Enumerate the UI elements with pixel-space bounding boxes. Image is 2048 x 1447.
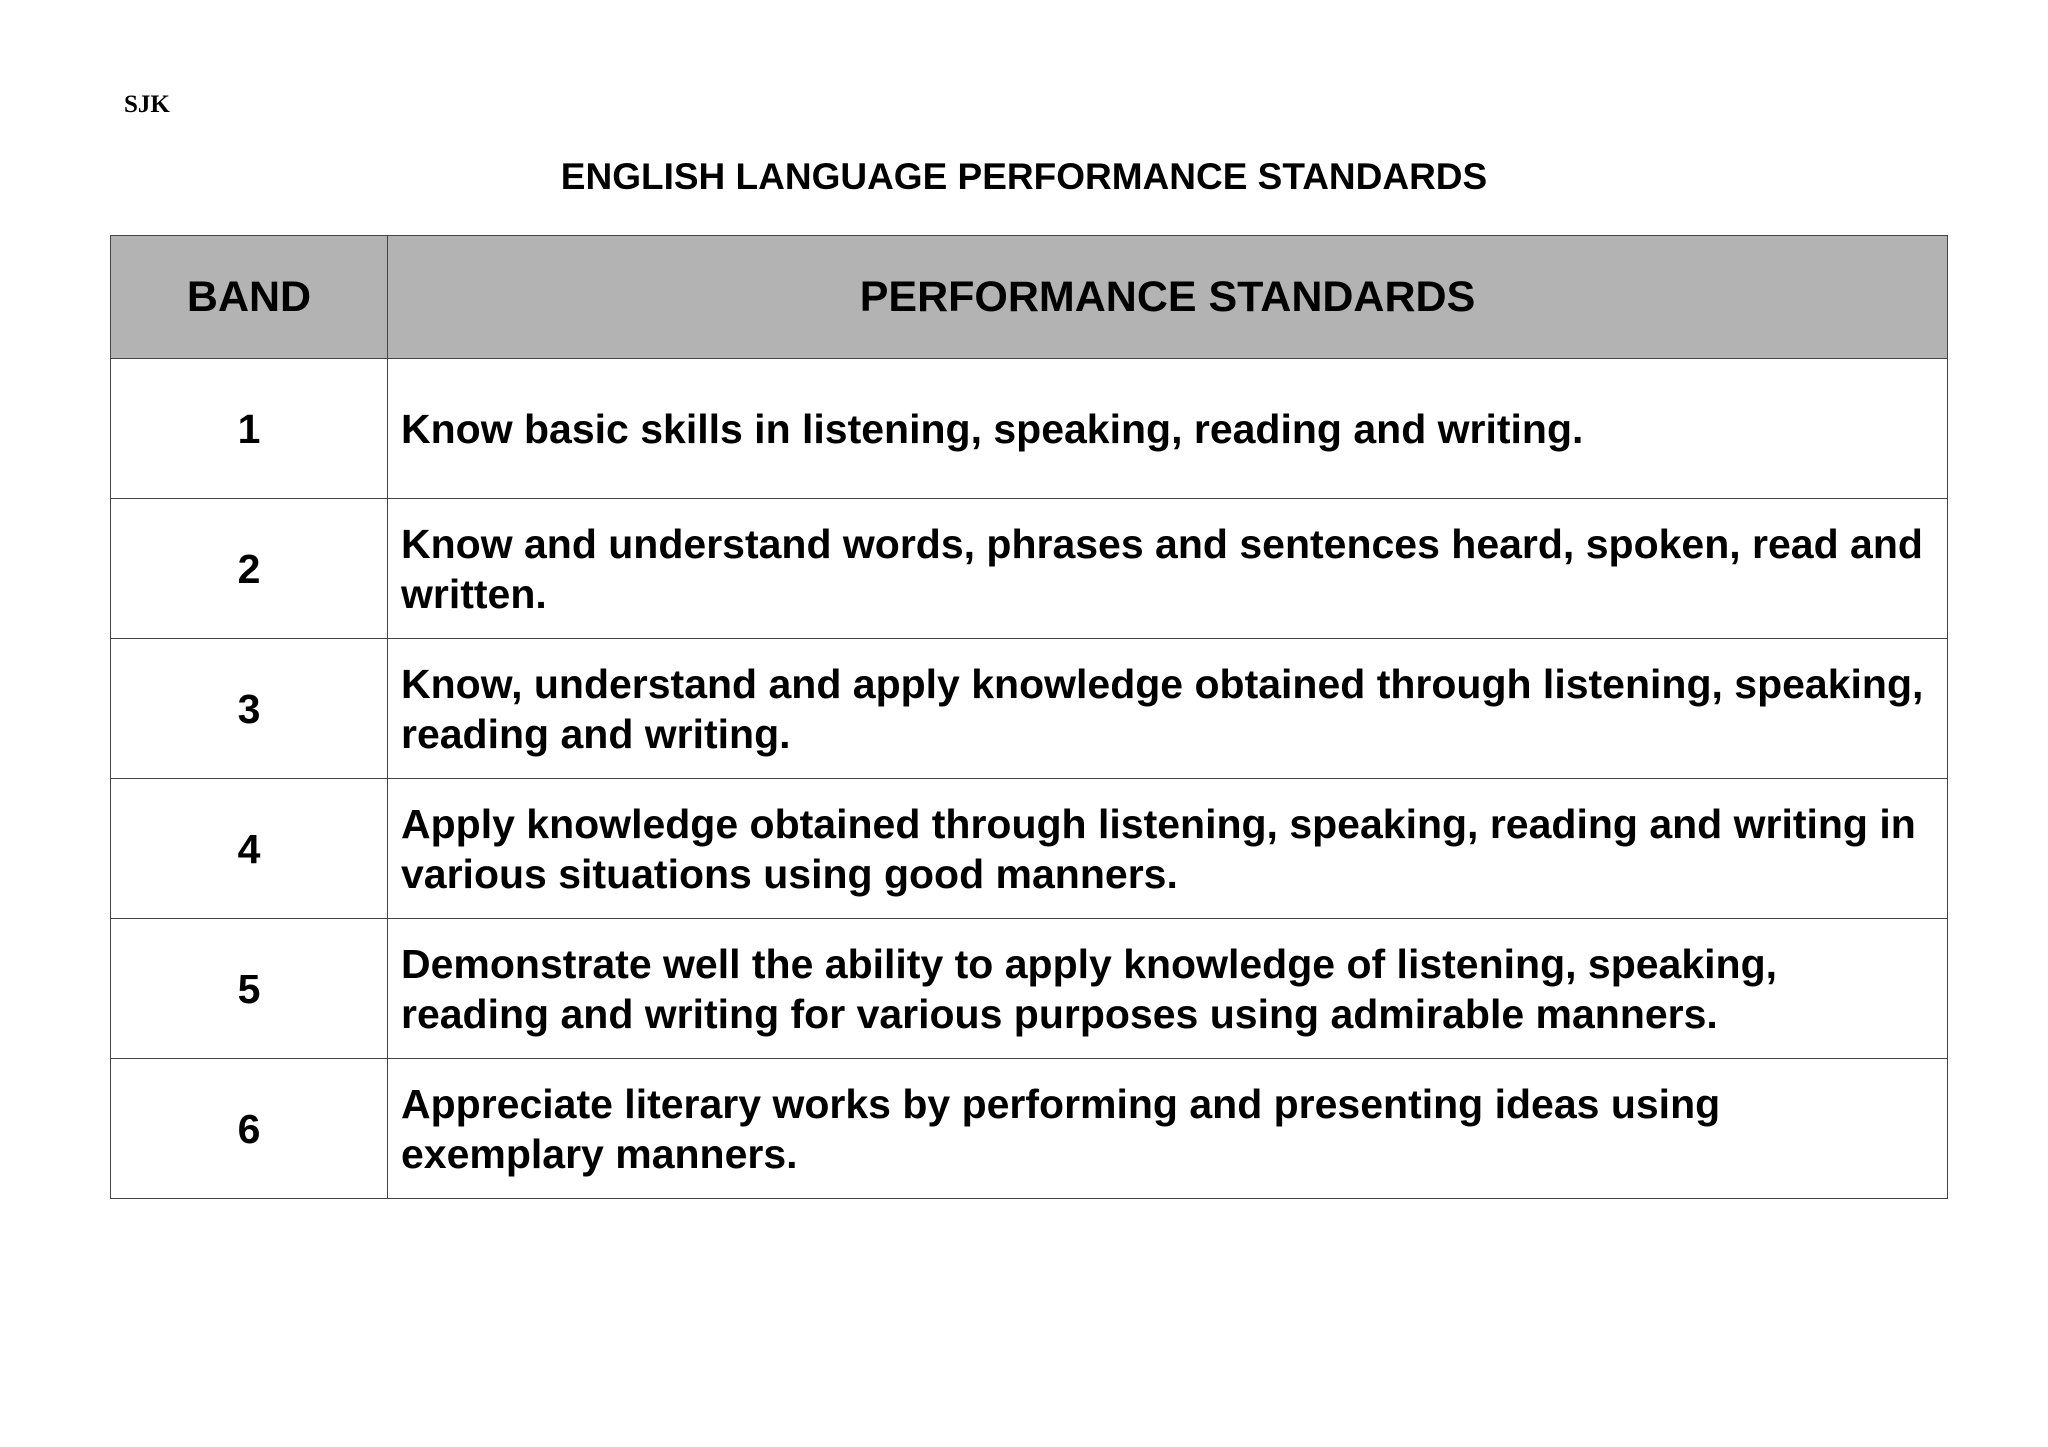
band-number: 4 xyxy=(111,779,388,919)
standard-description: Know basic skills in listening, speaking, reading and writing. xyxy=(388,359,1948,499)
document-title: ENGLISH LANGUAGE PERFORMANCE STANDARDS xyxy=(560,156,1488,197)
table-row xyxy=(111,639,1948,779)
column-header-band: BAND xyxy=(111,236,388,359)
standard-description: Apply knowledge obtained through listening, speaking, reading and writing in various situations using good manners. xyxy=(388,779,1948,919)
column-header-performance-standards: PERFORMANCE STANDARDS xyxy=(388,236,1948,359)
band-number: 1 xyxy=(111,359,388,499)
table-header-row xyxy=(111,236,1948,359)
performance-standards-table xyxy=(110,235,1948,1199)
table-row xyxy=(111,919,1948,1059)
band-number: 5 xyxy=(111,919,388,1059)
table-row xyxy=(111,1059,1948,1199)
table-row xyxy=(111,779,1948,919)
standard-description: Demonstrate well the ability to apply knowledge of listening, speaking, reading and writing for various purposes using admirable manners. xyxy=(388,919,1948,1059)
band-number: 6 xyxy=(111,1059,388,1199)
table-row xyxy=(111,499,1948,639)
standard-description: Know, understand and apply knowledge obtained through listening, speaking, reading and writing. xyxy=(388,639,1948,779)
school-code: SJK xyxy=(124,91,170,118)
standard-description: Appreciate literary works by performing and presenting ideas using exemplary manners. xyxy=(388,1059,1948,1199)
table-row xyxy=(111,359,1948,499)
band-number: 3 xyxy=(111,639,388,779)
band-number: 2 xyxy=(111,499,388,639)
standard-description: Know and understand words, phrases and sentences heard, spoken, read and written. xyxy=(388,499,1948,639)
